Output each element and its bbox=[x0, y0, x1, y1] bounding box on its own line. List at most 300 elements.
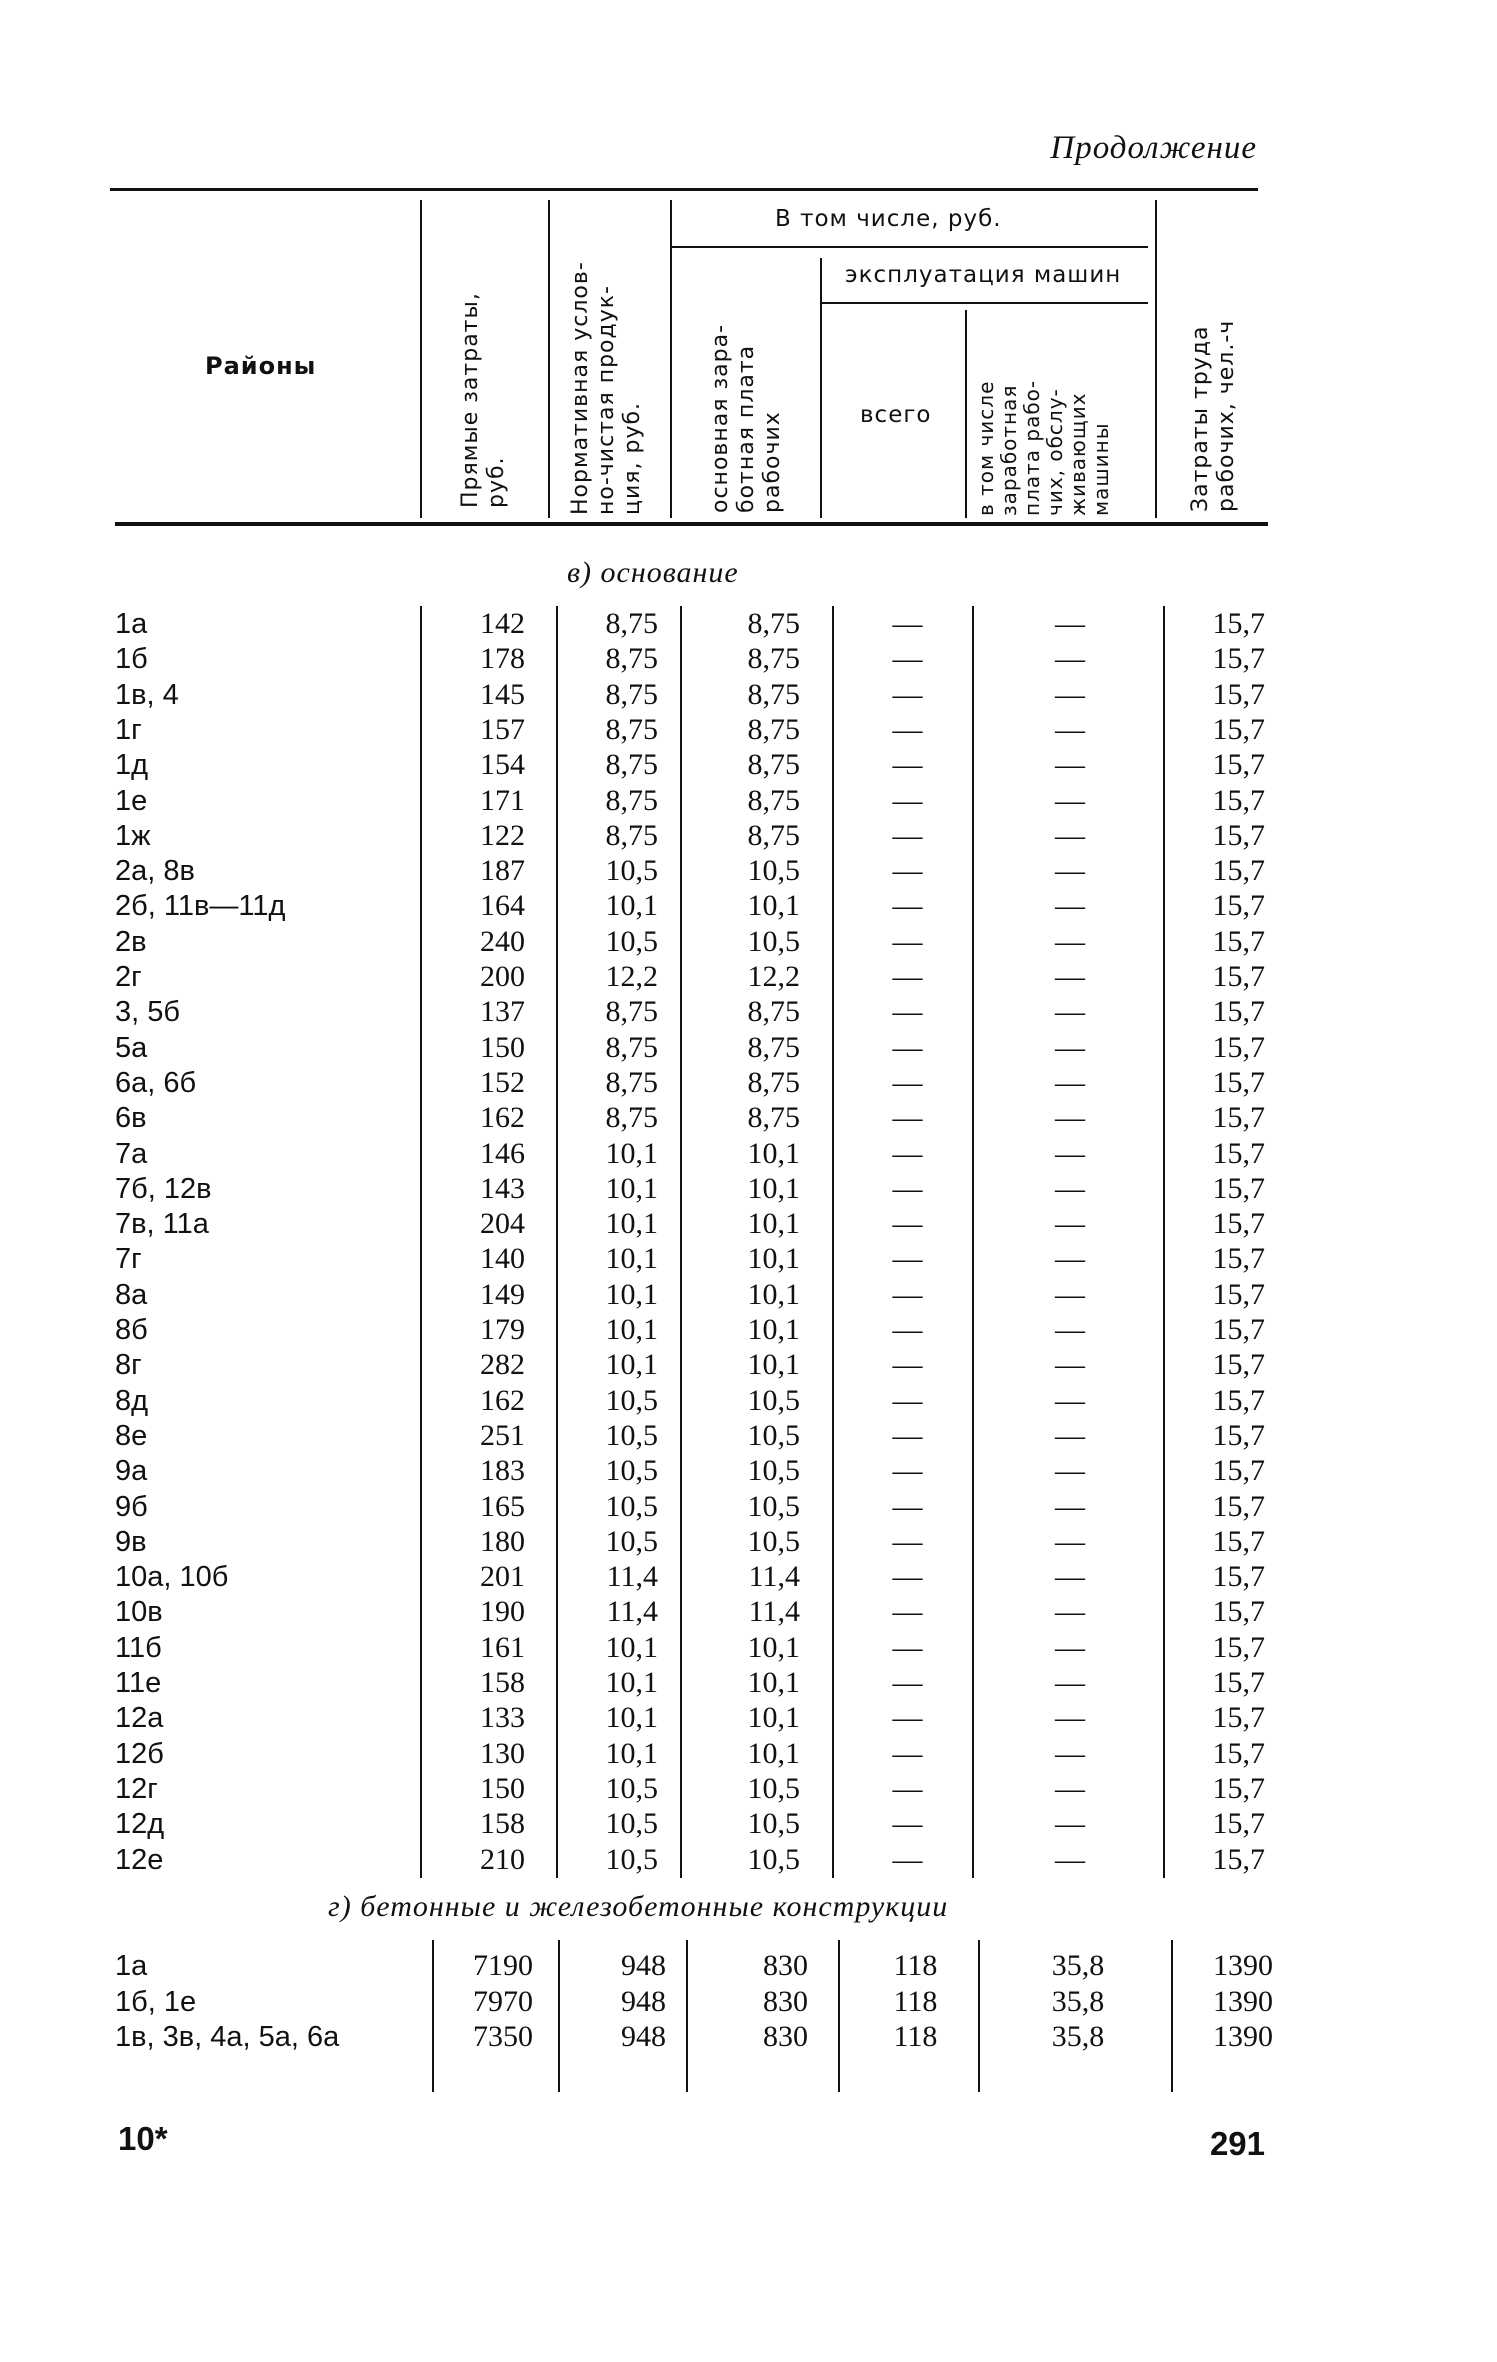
machines-wage-cell: — bbox=[1055, 1736, 1085, 1770]
header-bottom-rule bbox=[115, 522, 1268, 526]
table-row bbox=[0, 1806, 1497, 1842]
machines-wage-cell: — bbox=[1055, 1524, 1085, 1558]
machines-wage-cell: 35,8 bbox=[1051, 2020, 1105, 2053]
machines-wage-cell: — bbox=[1055, 607, 1085, 640]
region-cell: 1г bbox=[115, 713, 142, 746]
table-row bbox=[0, 1842, 1497, 1878]
normative-cell: 10,5 bbox=[605, 1807, 658, 1841]
table-row bbox=[0, 1277, 1497, 1313]
region-cell: 2б, 11в—11д bbox=[115, 890, 286, 923]
base-wage-cell: 10,5 bbox=[747, 1842, 800, 1876]
machines-wage-cell: — bbox=[1055, 818, 1085, 852]
page-header: Продолжение bbox=[1050, 130, 1257, 166]
labor-cell: 15,7 bbox=[1212, 854, 1265, 888]
machines-wage-cell: — bbox=[1055, 889, 1085, 923]
labor-cell: 15,7 bbox=[1212, 1101, 1265, 1135]
normative-cell: 10,5 bbox=[605, 1771, 658, 1805]
region-cell: 2г bbox=[115, 961, 142, 993]
region-cell: 11е bbox=[115, 1667, 162, 1699]
machines-all-cell: — bbox=[892, 1489, 923, 1523]
machines-all-cell: — bbox=[892, 712, 923, 746]
hdr-divider-6 bbox=[1155, 200, 1157, 518]
region-cell: 7г bbox=[115, 1243, 142, 1276]
machines-all-cell: — bbox=[892, 1313, 923, 1346]
direct-costs-cell: 240 bbox=[480, 924, 525, 958]
normative-cell: 10,5 bbox=[605, 1489, 658, 1523]
labor-cell: 15,7 bbox=[1212, 818, 1265, 852]
direct-costs-cell: 150 bbox=[480, 1771, 525, 1805]
machines-all-cell: — bbox=[892, 1207, 923, 1241]
region-cell: 3, 5б bbox=[115, 996, 180, 1029]
labor-cell: 15,7 bbox=[1212, 1807, 1265, 1841]
base-wage-cell: 8,75 bbox=[747, 995, 800, 1029]
direct-costs-cell: 165 bbox=[480, 1489, 525, 1523]
table-row bbox=[0, 1948, 1497, 1984]
machines-wage-cell: — bbox=[1055, 1065, 1085, 1099]
table-row bbox=[0, 1312, 1497, 1348]
labor-cell: 15,7 bbox=[1212, 1489, 1265, 1523]
normative-cell: 10,1 bbox=[605, 1242, 658, 1276]
hdr-divider-4 bbox=[820, 258, 822, 518]
machines-wage-cell: — bbox=[1055, 995, 1085, 1029]
machines-wage-cell: — bbox=[1055, 960, 1085, 993]
labor-cell: 15,7 bbox=[1212, 1771, 1265, 1805]
region-cell: 7в, 11а bbox=[115, 1208, 209, 1241]
labor-cell: 15,7 bbox=[1212, 1666, 1265, 1699]
base-wage-cell: 10,5 bbox=[747, 854, 800, 888]
base-wage-cell: 8,75 bbox=[747, 607, 800, 640]
region-cell: 12б bbox=[115, 1737, 164, 1770]
base-wage-cell: 830 bbox=[763, 1984, 808, 2018]
base-wage-cell: 10,5 bbox=[747, 1489, 800, 1523]
normative-cell: 8,75 bbox=[605, 995, 658, 1029]
normative-cell: 11,4 bbox=[606, 1560, 658, 1594]
machines-wage-cell: — bbox=[1055, 1136, 1085, 1170]
normative-cell: 12,2 bbox=[605, 960, 658, 993]
machines-all-cell: — bbox=[892, 1348, 923, 1382]
machines-all-cell: — bbox=[892, 1383, 923, 1417]
machines-wage-cell: — bbox=[1055, 712, 1085, 746]
region-cell: 1е bbox=[115, 784, 148, 817]
machines-all-cell: — bbox=[892, 748, 923, 782]
direct-costs-cell: 154 bbox=[480, 748, 525, 782]
region-cell: 10а, 10б bbox=[115, 1561, 229, 1594]
machines-all-cell: — bbox=[892, 1595, 923, 1629]
direct-costs-cell: 210 bbox=[480, 1842, 525, 1876]
table-row bbox=[0, 1630, 1497, 1666]
table-row bbox=[0, 1524, 1497, 1560]
direct-costs-cell: 152 bbox=[480, 1065, 525, 1099]
table-row bbox=[0, 924, 1497, 960]
direct-costs-cell: 204 bbox=[480, 1207, 525, 1241]
normative-cell: 8,75 bbox=[605, 1065, 658, 1099]
machines-wage-cell: — bbox=[1055, 677, 1085, 711]
table-row bbox=[0, 1594, 1497, 1630]
region-cell: 1ж bbox=[115, 819, 151, 852]
machines-wage-cell: — bbox=[1055, 642, 1085, 676]
section-v-title: в) основание bbox=[567, 556, 739, 589]
region-cell: 1в, 3в, 4а, 5а, 6а bbox=[115, 2021, 340, 2053]
normative-cell: 10,1 bbox=[605, 1666, 658, 1699]
region-cell: 8а bbox=[115, 1278, 148, 1311]
machines-all-cell: — bbox=[892, 677, 923, 711]
base-wage-cell: 10,1 bbox=[747, 1348, 800, 1382]
machines-all-cell: — bbox=[892, 1277, 923, 1311]
table-row bbox=[0, 1136, 1497, 1172]
machines-wage-cell: — bbox=[1055, 1630, 1085, 1664]
machines-rule bbox=[820, 302, 1148, 304]
machines-all-cell: — bbox=[892, 1454, 923, 1488]
machines-all-cell: — bbox=[892, 1560, 923, 1594]
table-row bbox=[0, 1383, 1497, 1419]
table-row bbox=[0, 1065, 1497, 1101]
base-wage-cell: 10,5 bbox=[747, 1383, 800, 1417]
base-wage-cell: 10,1 bbox=[747, 1736, 800, 1770]
region-cell: 8д bbox=[115, 1384, 149, 1417]
region-cell: 12г bbox=[115, 1772, 158, 1805]
col-header-base-wage: основная зара- ботная плата рабочих bbox=[708, 323, 785, 513]
normative-cell: 10,5 bbox=[605, 1454, 658, 1488]
direct-costs-cell: 282 bbox=[480, 1348, 525, 1382]
machines-all-cell: — bbox=[892, 818, 923, 852]
normative-cell: 11,4 bbox=[606, 1595, 658, 1629]
normative-cell: 8,75 bbox=[605, 818, 658, 852]
machines-wage-cell: — bbox=[1055, 783, 1085, 817]
direct-costs-cell: 146 bbox=[480, 1136, 525, 1170]
machines-all-cell: — bbox=[892, 995, 923, 1029]
direct-costs-cell: 7350 bbox=[473, 2020, 533, 2053]
table-row bbox=[0, 712, 1497, 748]
direct-costs-cell: 137 bbox=[480, 995, 525, 1029]
col-header-labor: Затраты труда рабочих, чел.-ч bbox=[1188, 319, 1239, 512]
labor-cell: 15,7 bbox=[1212, 1030, 1265, 1064]
normative-cell: 8,75 bbox=[605, 1030, 658, 1064]
region-cell: 8г bbox=[115, 1349, 142, 1382]
machines-wage-cell: — bbox=[1055, 1771, 1085, 1805]
base-wage-cell: 10,1 bbox=[747, 1630, 800, 1664]
base-wage-cell: 8,75 bbox=[747, 783, 800, 817]
labor-cell: 15,7 bbox=[1212, 783, 1265, 817]
direct-costs-cell: 158 bbox=[480, 1807, 525, 1841]
col-header-regions: Районы bbox=[205, 352, 317, 380]
machines-wage-cell: — bbox=[1055, 1666, 1085, 1699]
machines-all-cell: — bbox=[892, 1807, 923, 1841]
normative-cell: 8,75 bbox=[605, 1101, 658, 1135]
machines-wage-cell: — bbox=[1055, 748, 1085, 782]
region-cell: 1а bbox=[115, 608, 148, 640]
machines-wage-cell: — bbox=[1055, 1101, 1085, 1135]
direct-costs-cell: 251 bbox=[480, 1418, 525, 1452]
labor-cell: 15,7 bbox=[1212, 1383, 1265, 1417]
col-header-direct-costs: Прямые затраты, руб. bbox=[458, 292, 509, 508]
normative-cell: 948 bbox=[621, 1949, 666, 1982]
table-row bbox=[0, 1665, 1497, 1701]
base-wage-cell: 11,4 bbox=[748, 1560, 800, 1594]
direct-costs-cell: 164 bbox=[480, 889, 525, 923]
table-row bbox=[0, 1736, 1497, 1772]
direct-costs-cell: 140 bbox=[480, 1242, 525, 1276]
direct-costs-cell: 162 bbox=[480, 1101, 525, 1135]
table-row bbox=[0, 994, 1497, 1030]
base-wage-cell: 8,75 bbox=[747, 642, 800, 676]
normative-cell: 10,1 bbox=[605, 1207, 658, 1241]
machines-wage-cell: — bbox=[1055, 1701, 1085, 1735]
normative-cell: 10,5 bbox=[605, 1418, 658, 1452]
normative-cell: 948 bbox=[621, 2020, 666, 2053]
base-wage-cell: 8,75 bbox=[747, 677, 800, 711]
table-row bbox=[0, 1030, 1497, 1066]
region-cell: 2а, 8в bbox=[115, 855, 195, 888]
table-row bbox=[0, 959, 1497, 995]
base-wage-cell: 10,1 bbox=[747, 1171, 800, 1205]
labor-cell: 15,7 bbox=[1212, 1171, 1265, 1205]
normative-cell: 10,1 bbox=[605, 1736, 658, 1770]
table-row bbox=[0, 1418, 1497, 1454]
machines-wage-cell: — bbox=[1055, 1242, 1085, 1276]
normative-cell: 10,1 bbox=[605, 1277, 658, 1311]
base-wage-cell: 10,1 bbox=[747, 889, 800, 923]
direct-costs-cell: 180 bbox=[480, 1524, 525, 1558]
base-wage-cell: 10,1 bbox=[747, 1207, 800, 1241]
normative-cell: 10,5 bbox=[605, 854, 658, 888]
labor-cell: 15,7 bbox=[1212, 889, 1265, 923]
page-number: 291 bbox=[1209, 2125, 1265, 2162]
base-wage-cell: 10,1 bbox=[747, 1313, 800, 1346]
region-cell: 1д bbox=[115, 749, 149, 782]
labor-cell: 15,7 bbox=[1212, 677, 1265, 711]
table-row bbox=[0, 1206, 1497, 1242]
machines-all-cell: — bbox=[892, 1842, 923, 1876]
hdr-divider-2 bbox=[548, 200, 550, 518]
labor-cell: 15,7 bbox=[1212, 1313, 1265, 1346]
machines-all-cell: — bbox=[892, 924, 923, 958]
direct-costs-cell: 157 bbox=[480, 712, 525, 746]
machines-all-cell: — bbox=[892, 889, 923, 923]
normative-cell: 8,75 bbox=[605, 677, 658, 711]
labor-cell: 15,7 bbox=[1212, 1560, 1265, 1594]
base-wage-cell: 10,5 bbox=[747, 1524, 800, 1558]
machines-all-cell: — bbox=[892, 1771, 923, 1805]
machines-wage-cell: — bbox=[1055, 1807, 1085, 1841]
base-wage-cell: 8,75 bbox=[747, 1030, 800, 1064]
region-cell: 8б bbox=[115, 1314, 148, 1346]
direct-costs-cell: 162 bbox=[480, 1383, 525, 1417]
direct-costs-cell: 130 bbox=[480, 1736, 525, 1770]
table-row bbox=[0, 1453, 1497, 1489]
base-wage-cell: 12,2 bbox=[747, 960, 800, 993]
normative-cell: 10,5 bbox=[605, 1842, 658, 1876]
region-cell: 1б bbox=[115, 643, 148, 676]
normative-cell: 10,1 bbox=[605, 1701, 658, 1735]
labor-cell: 15,7 bbox=[1212, 1454, 1265, 1488]
table-row bbox=[0, 888, 1497, 924]
table-row bbox=[0, 1241, 1497, 1277]
labor-cell: 15,7 bbox=[1212, 712, 1265, 746]
region-cell: 9а bbox=[115, 1455, 148, 1488]
machines-wage-cell: — bbox=[1055, 1313, 1085, 1346]
labor-cell: 15,7 bbox=[1212, 1701, 1265, 1735]
region-cell: 2в bbox=[115, 925, 147, 958]
normative-cell: 10,1 bbox=[605, 1348, 658, 1382]
machines-wage-cell: 35,8 bbox=[1051, 1949, 1105, 1982]
labor-cell: 15,7 bbox=[1212, 1277, 1265, 1311]
table-row bbox=[0, 853, 1497, 889]
normative-cell: 10,1 bbox=[605, 1136, 658, 1170]
labor-cell: 15,7 bbox=[1212, 995, 1265, 1029]
direct-costs-cell: 7970 bbox=[473, 1984, 533, 2018]
machines-all-cell: — bbox=[892, 1701, 923, 1735]
normative-cell: 10,1 bbox=[605, 1171, 658, 1205]
direct-costs-cell: 122 bbox=[480, 818, 525, 852]
machines-wage-cell: — bbox=[1055, 1489, 1085, 1523]
machines-wage-cell: — bbox=[1055, 1348, 1085, 1382]
direct-costs-cell: 7190 bbox=[473, 1949, 533, 1982]
machines-all-cell: — bbox=[892, 1101, 923, 1135]
labor-cell: 15,7 bbox=[1212, 924, 1265, 958]
table-row bbox=[0, 783, 1497, 819]
group-rule bbox=[670, 246, 1148, 248]
direct-costs-cell: 183 bbox=[480, 1454, 525, 1488]
region-cell: 5а bbox=[115, 1031, 148, 1064]
machines-all-cell: — bbox=[892, 960, 923, 993]
hdr-divider-5 bbox=[965, 310, 967, 518]
region-cell: 7б, 12в bbox=[115, 1172, 212, 1205]
section-g-title: г) бетонные и железобетонные конструкции bbox=[328, 1890, 949, 1923]
machines-all-cell: — bbox=[892, 1418, 923, 1452]
base-wage-cell: 8,75 bbox=[747, 1065, 800, 1099]
normative-cell: 8,75 bbox=[605, 712, 658, 746]
machines-wage-cell: — bbox=[1055, 1171, 1085, 1205]
region-cell: 12а bbox=[115, 1702, 164, 1735]
normative-cell: 10,1 bbox=[605, 889, 658, 923]
base-wage-cell: 10,1 bbox=[747, 1666, 800, 1699]
labor-cell: 15,7 bbox=[1212, 642, 1265, 676]
table-row bbox=[0, 1489, 1497, 1525]
labor-cell: 15,7 bbox=[1212, 607, 1265, 640]
machines-all-cell: — bbox=[892, 1242, 923, 1276]
table-row bbox=[0, 677, 1497, 713]
machines-wage-cell: — bbox=[1055, 1383, 1085, 1417]
labor-cell: 15,7 bbox=[1212, 1065, 1265, 1099]
base-wage-cell: 8,75 bbox=[747, 712, 800, 746]
machines-wage-cell: — bbox=[1055, 1207, 1085, 1241]
direct-costs-cell: 178 bbox=[480, 642, 525, 676]
labor-cell: 15,7 bbox=[1212, 960, 1265, 993]
labor-cell: 15,7 bbox=[1212, 1736, 1265, 1770]
labor-cell: 15,7 bbox=[1212, 1842, 1265, 1876]
table-row bbox=[0, 1771, 1497, 1807]
machines-all-cell: — bbox=[892, 1065, 923, 1099]
base-wage-cell: 830 bbox=[763, 1949, 808, 1982]
table-row bbox=[0, 1559, 1497, 1595]
base-wage-cell: 10,1 bbox=[747, 1136, 800, 1170]
machines-wage-cell: 35,8 bbox=[1051, 1984, 1105, 2018]
base-wage-cell: 8,75 bbox=[747, 1101, 800, 1135]
direct-costs-cell: 187 bbox=[480, 854, 525, 888]
normative-cell: 10,5 bbox=[605, 924, 658, 958]
region-cell: 12д bbox=[115, 1808, 165, 1841]
machines-wage-cell: — bbox=[1055, 1560, 1085, 1594]
region-cell: 1а bbox=[115, 1950, 148, 1982]
hdr-divider-3 bbox=[670, 200, 672, 518]
labor-cell: 15,7 bbox=[1212, 1242, 1265, 1276]
normative-cell: 10,5 bbox=[605, 1524, 658, 1558]
machines-wage-cell: — bbox=[1055, 1277, 1085, 1311]
machines-all-cell: — bbox=[892, 1136, 923, 1170]
base-wage-cell: 10,1 bbox=[747, 1242, 800, 1276]
direct-costs-cell: 158 bbox=[480, 1666, 525, 1699]
table-row bbox=[0, 1700, 1497, 1736]
region-cell: 7а bbox=[115, 1137, 148, 1170]
region-cell: 6в bbox=[115, 1102, 147, 1135]
labor-cell: 15,7 bbox=[1212, 1595, 1265, 1629]
base-wage-cell: 10,5 bbox=[747, 924, 800, 958]
direct-costs-cell: 149 bbox=[480, 1277, 525, 1311]
region-cell: 1б, 1е bbox=[115, 1985, 197, 2018]
machines-all-cell: — bbox=[892, 607, 923, 640]
normative-cell: 8,75 bbox=[605, 642, 658, 676]
col-header-group: В том числе, руб. bbox=[775, 206, 1002, 232]
normative-cell: 8,75 bbox=[605, 748, 658, 782]
hdr-divider-1 bbox=[420, 200, 422, 518]
base-wage-cell: 10,5 bbox=[747, 1454, 800, 1488]
col-header-machines-all: всего bbox=[860, 402, 932, 428]
base-wage-cell: 11,4 bbox=[748, 1595, 800, 1629]
machines-wage-cell: — bbox=[1055, 1595, 1085, 1629]
machines-wage-cell: — bbox=[1055, 1418, 1085, 1452]
region-cell: 9б bbox=[115, 1490, 148, 1523]
direct-costs-cell: 143 bbox=[480, 1171, 525, 1205]
col-header-machines: эксплуатация машин bbox=[845, 262, 1122, 288]
machines-all-cell: — bbox=[892, 783, 923, 817]
machines-all-cell: 118 bbox=[893, 2020, 938, 2053]
direct-costs-cell: 179 bbox=[480, 1313, 525, 1346]
machines-all-cell: — bbox=[892, 854, 923, 888]
base-wage-cell: 10,5 bbox=[747, 1807, 800, 1841]
direct-costs-cell: 200 bbox=[480, 960, 525, 993]
labor-cell: 15,7 bbox=[1212, 748, 1265, 782]
direct-costs-cell: 161 bbox=[480, 1630, 525, 1664]
machines-all-cell: — bbox=[892, 1630, 923, 1664]
normative-cell: 10,1 bbox=[605, 1313, 658, 1346]
region-cell: 11б bbox=[115, 1631, 162, 1664]
machines-all-cell: 118 bbox=[893, 1949, 938, 1982]
signature-mark: 10* bbox=[118, 2120, 168, 2157]
direct-costs-cell: 171 bbox=[480, 783, 525, 817]
machines-all-cell: — bbox=[892, 1030, 923, 1064]
table-row bbox=[0, 1347, 1497, 1383]
machines-wage-cell: — bbox=[1055, 1030, 1085, 1064]
direct-costs-cell: 201 bbox=[480, 1560, 525, 1594]
base-wage-cell: 10,1 bbox=[747, 1701, 800, 1735]
table-row bbox=[0, 606, 1497, 642]
machines-wage-cell: — bbox=[1055, 1454, 1085, 1488]
labor-cell: 1390 bbox=[1213, 2020, 1273, 2053]
col-header-normative: Нормативная услов- но-чистая продук- ция, руб. bbox=[568, 261, 645, 515]
table-row bbox=[0, 747, 1497, 783]
machines-wage-cell: — bbox=[1055, 854, 1085, 888]
table-top-rule bbox=[110, 188, 1258, 191]
table-row bbox=[0, 2019, 1497, 2055]
table-row bbox=[0, 818, 1497, 854]
machines-all-cell: 118 bbox=[893, 1984, 938, 2018]
col-header-machines-wage: в том числе заработная плата рабо- чих, обслу- живающих машины bbox=[974, 379, 1113, 516]
labor-cell: 1390 bbox=[1213, 1984, 1273, 2018]
machines-wage-cell: — bbox=[1055, 1842, 1085, 1876]
base-wage-cell: 8,75 bbox=[747, 818, 800, 852]
direct-costs-cell: 150 bbox=[480, 1030, 525, 1064]
machines-all-cell: — bbox=[892, 642, 923, 676]
